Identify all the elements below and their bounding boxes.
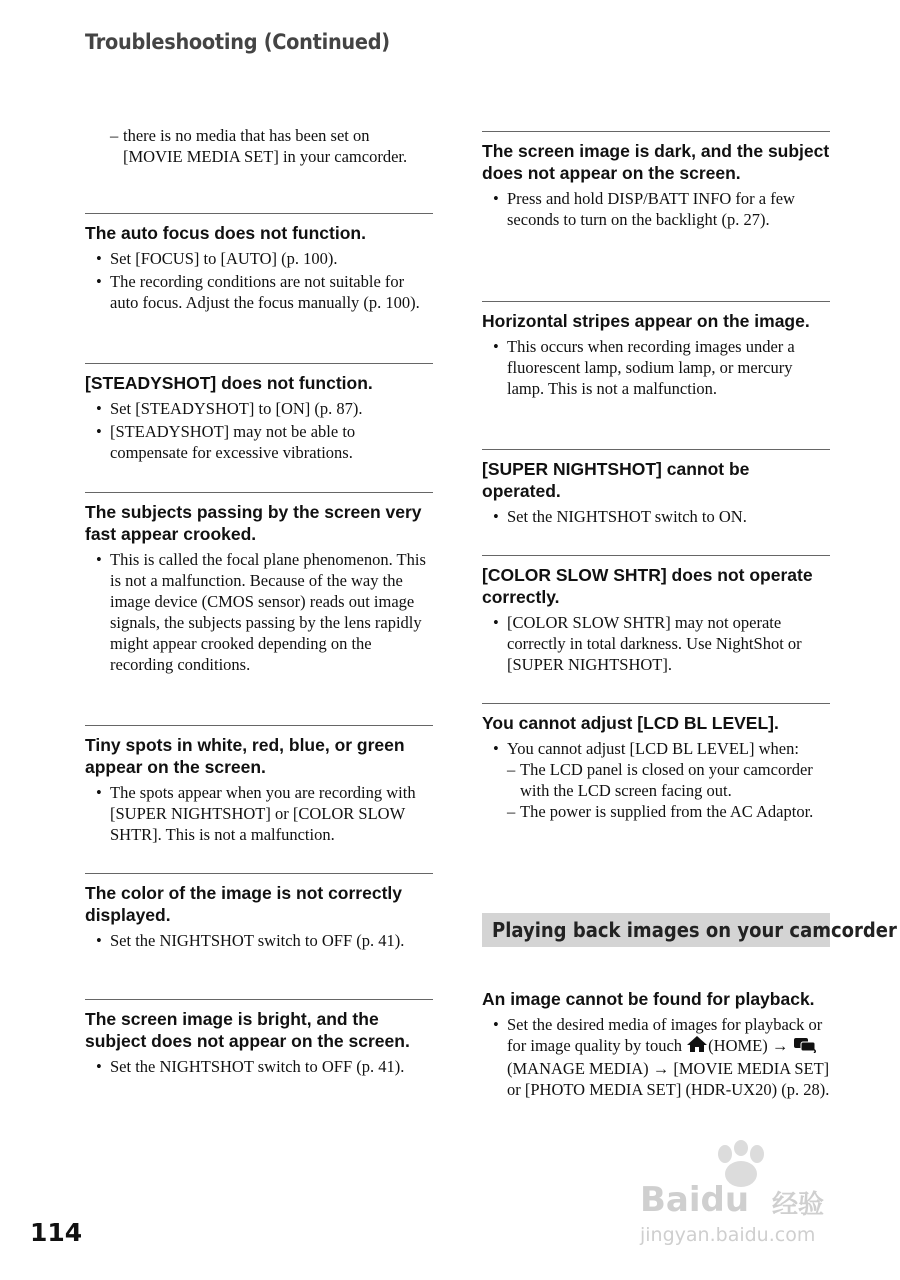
page-header: Troubleshooting (Continued) xyxy=(85,30,390,54)
bullet-item: • The spots appear when you are recording with [SUPER NIGHTSHOT] or [COLOR SLOW SHTR]. This is not a malfunction. xyxy=(85,782,433,845)
bullet-item: • This is called the focal plane phenomenon. This is not a malfunction. Because of the way the image device (CMOS sensor) reads out image signals, the subjects passing by the lens rapidly might appear crooked depending on the recording conditions. xyxy=(85,549,433,675)
troubleshoot-item xyxy=(85,725,433,845)
troubleshoot-item xyxy=(85,999,433,1077)
bullet-item: • Set the NIGHTSHOT switch to OFF (p. 41). xyxy=(85,1056,433,1077)
troubleshoot-item xyxy=(482,131,830,230)
bullet-text: Set the desired media of images for playback or for image quality by touch xyxy=(507,1015,823,1055)
bullet-item: • Set the NIGHTSHOT switch to OFF (p. 41). xyxy=(85,930,433,951)
bullet-item: • Set [STEADYSHOT] to [ON] (p. 87). xyxy=(85,398,433,419)
item-heading: Tiny spots in white, red, blue, or green appear on the screen. xyxy=(85,735,405,777)
page-number: 114 xyxy=(30,1218,83,1247)
bullet-item: • [STEADYSHOT] may not be able to compensate for excessive vibrations. xyxy=(85,421,433,463)
bullet-item: • Set the NIGHTSHOT switch to ON. xyxy=(482,506,830,527)
troubleshoot-item xyxy=(482,988,830,1100)
item-heading: [SUPER NIGHTSHOT] cannot be operated. xyxy=(482,459,750,501)
item-heading: You cannot adjust [LCD BL LEVEL]. xyxy=(482,713,779,733)
troubleshoot-item xyxy=(482,301,830,399)
bullet-item xyxy=(482,1014,830,1100)
bullet-item: • Press and hold DISP/BATT INFO for a few seconds to turn on the backlight (p. 27). xyxy=(482,188,830,230)
item-heading: The subjects passing by the screen very fast appear crooked. xyxy=(85,502,422,544)
item-heading: The auto focus does not function. xyxy=(85,223,366,243)
troubleshoot-item xyxy=(85,873,433,951)
intro-continuation xyxy=(85,125,433,167)
dash-item: – The LCD panel is closed on your camcorder with the LCD screen facing out. xyxy=(482,759,830,801)
dash-item: – there is no media that has been set on [MOVIE MEDIA SET] in your camcorder. xyxy=(85,125,433,167)
arrow: → xyxy=(652,1059,670,1078)
troubleshoot-item xyxy=(85,363,433,463)
bullet-item: • You cannot adjust [LCD BL LEVEL] when: xyxy=(482,738,830,759)
bullet-item: • Set [FOCUS] to [AUTO] (p. 100). xyxy=(85,248,433,269)
item-heading: The screen image is bright, and the subject does not appear on the screen. xyxy=(85,1009,410,1051)
bullet-item: • The recording conditions are not suitable for auto focus. Adjust the focus manually (p. 100). xyxy=(85,271,433,313)
bullet-text: [MOVIE MEDIA SET] or [PHOTO MEDIA SET] (HDR-UX20) (p. 28). xyxy=(507,1059,830,1099)
troubleshoot-item xyxy=(85,492,433,675)
watermark-brand: Baidu xyxy=(640,1180,750,1220)
section-title-box xyxy=(482,913,897,947)
bullet-item: • This occurs when recording images under a fluorescent lamp, sodium lamp, or mercury lamp. This is not a malfunction. xyxy=(482,336,830,399)
home-label: (HOME) xyxy=(708,1036,768,1055)
item-heading: The color of the image is not correctly displayed. xyxy=(85,883,403,925)
arrow: → xyxy=(771,1036,789,1055)
bullet-item: • [COLOR SLOW SHTR] may not operate correctly in total darkness. Use NightShot or [SUPER NIGHTSHOT]. xyxy=(482,612,830,675)
troubleshoot-item xyxy=(85,213,433,313)
manage-label: (MANAGE MEDIA) xyxy=(507,1059,649,1078)
troubleshoot-item xyxy=(482,703,830,822)
manage-media-icon xyxy=(793,1037,819,1058)
home-icon xyxy=(686,1035,708,1058)
dash-item: – The power is supplied from the AC Adaptor. xyxy=(482,801,830,822)
troubleshoot-item xyxy=(482,555,830,675)
item-heading: The screen image is dark, and the subject does not appear on the screen. xyxy=(482,141,830,183)
item-heading: [STEADYSHOT] does not function. xyxy=(85,373,373,393)
item-heading: Horizontal stripes appear on the image. xyxy=(482,311,810,331)
troubleshoot-item xyxy=(482,449,830,527)
watermark-cn: 经验 xyxy=(772,1190,825,1220)
watermark-url: jingyan.baidu.com xyxy=(640,1224,816,1246)
item-heading: An image cannot be found for playback. xyxy=(482,989,815,1009)
item-heading: [COLOR SLOW SHTR] does not operate correctly. xyxy=(482,565,813,607)
watermark xyxy=(640,1140,850,1250)
section-title: Playing back images on your camcorder xyxy=(492,918,897,942)
